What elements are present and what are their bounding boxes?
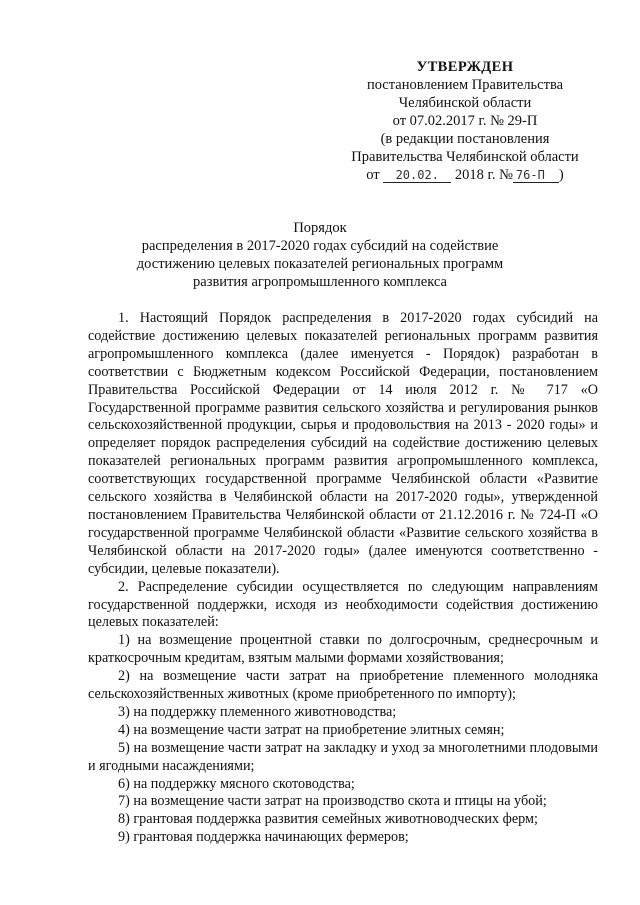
list-item: 6) на поддержку мясного скотоводства; xyxy=(118,775,355,792)
paragraph-1: 1. Настоящий Порядок распределения в 2017-2020 годах субсидий на содействие достижению целевых показателей региональных программ развития агропромышленного комплекса (далее именуется - Порядок) разработан в соответствии с Бюджетным кодексом Российской Федерации, постановлением Правительства Российской Федерации от 14 июля 2012 г. № 717 «О Государственной программе развития сельского хозяйства и регулирования рынков сельскохозяйственной продукции, сырья и продовольствия на 2013 - 2020 годы» и определяет порядок распределения субсидий на содействие достижению целевых показателей региональных программ развития агропромышленного комплекса, соответствующих государственной программе Челябинской области «Развитие сельского хозяйства в Челябинской области на 2017-2020 годы», утвержденной постановлением Правительства Челябинской области от 21.12.2016 г. № 724-П «О государственной программе Челябинской области «Развитие сельского хозяйства в Челябинской области на 2017-2020 годы» (далее именуются соответственно - субсидии, целевые показатели). xyxy=(88,310,598,577)
handwritten-number: 76-П xyxy=(513,169,559,183)
list-item: 3) на поддержку племенного животноводства; xyxy=(118,703,397,720)
list-item: 7) на возмещение части затрат на производство скота и птицы на убой; xyxy=(118,793,547,810)
list-item: 9) грантовая поддержка начинающих фермеров; xyxy=(118,829,409,846)
document-title xyxy=(110,219,530,291)
approval-title: УТВЕРЖДЕН xyxy=(416,59,514,75)
list-item: 1) на возмещение процентной ставки по долгосрочным, среднесрочным и краткосрочным кредитам, взятым малыми формами хозяйствования; xyxy=(88,632,598,667)
list-item: 2) на возмещение части затрат на приобретение племенного молодняка сельскохозяйственных животных (кроме приобретенного по импорту); xyxy=(88,668,598,703)
handwritten-date: 20.02. xyxy=(383,169,451,183)
amendment-date-line xyxy=(330,166,600,184)
closing-paren: ) xyxy=(558,167,564,183)
approval-line: Челябинской области xyxy=(398,95,532,111)
approval-line: от 07.02.2017 г. № 29-П xyxy=(392,113,538,129)
paragraph-2: 2. Распределение субсидии осуществляется по следующим направлениям государственной поддержки, исходя из необходимости содействия достижению целевых показателей: xyxy=(88,578,598,631)
title-line: распределения в 2017-2020 годах субсидий на содействие xyxy=(141,238,499,254)
title-line: достижению целевых показателей региональных программ xyxy=(136,256,504,272)
approval-line: (в редакции постановления xyxy=(380,131,550,147)
approval-block xyxy=(330,58,600,184)
date-prefix: от xyxy=(366,167,380,183)
approval-line: Правительства Челябинской области xyxy=(351,149,579,165)
year-text: 2018 г. № xyxy=(454,167,513,183)
title-line: развития агропромышленного комплекса xyxy=(193,274,447,290)
list-item: 4) на возмещение части затрат на приобретение элитных семян; xyxy=(118,721,505,738)
approval-line: постановлением Правительства xyxy=(366,77,564,93)
list-item: 5) на возмещение части затрат на закладку и уход за многолетними плодовыми и ягодными насаждениями; xyxy=(88,739,598,774)
document-body xyxy=(88,310,598,847)
title-line: Порядок xyxy=(293,220,347,236)
list-item: 8) грантовая поддержка развития семейных животноводческих ферм; xyxy=(118,811,538,828)
